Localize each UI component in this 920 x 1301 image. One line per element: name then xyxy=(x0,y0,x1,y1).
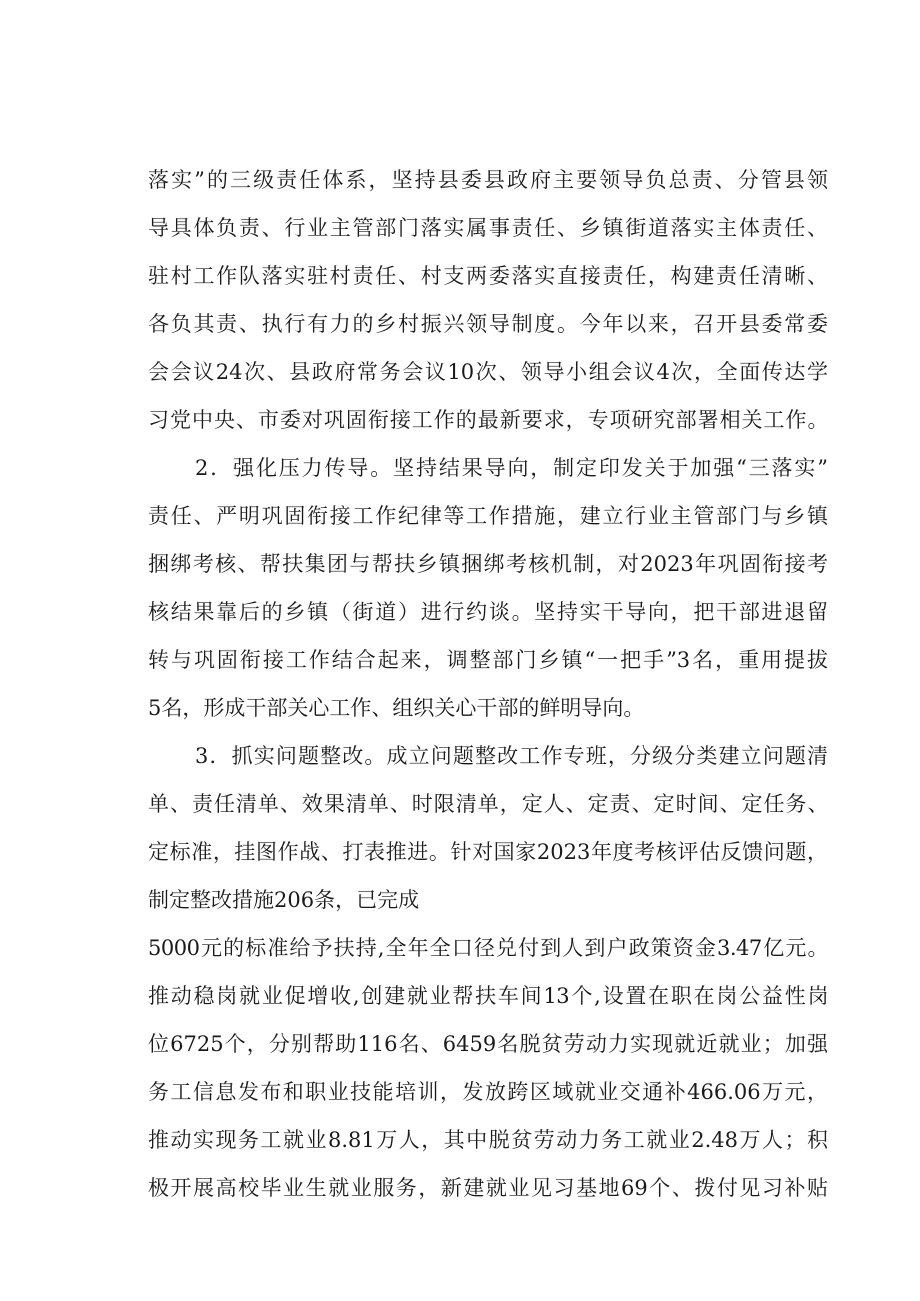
text-line: 5名，形成干部关心工作、组织关心干部的鲜明导向。 xyxy=(148,696,645,720)
text-line: 捆绑考核、帮扶集团与帮扶乡镇捆绑考核机制，对2023年巩固衔接考 xyxy=(148,552,828,576)
text-line: 导具体负责、行业主管部门落实属事责任、乡镇街道落实主体责任、 xyxy=(148,216,828,240)
text-line: 位6725个，分别帮助116名、6459名脱贫劳动力实现就近就业；加强 xyxy=(148,1032,828,1056)
text-line: 核结果靠后的乡镇（街道）进行约谈。坚持实干导向，把干部进退留 xyxy=(148,600,828,624)
text-line: 2．强化压力传导。坚持结果导向，制定印发关于加强“三落实” xyxy=(195,456,828,480)
text-line: 极开展高校毕业生就业服务，新建就业见习基地69个、拨付见习补贴 xyxy=(148,1176,828,1200)
text-line: 定标准，挂图作战、打表推进。针对国家2023年度考核评估反馈问题， xyxy=(148,840,828,864)
text-line: 3．抓实问题整改。成立问题整改工作专班，分级分类建立问题清 xyxy=(195,744,828,768)
text-line: 推动实现务工就业8.81万人，其中脱贫劳动力务工就业2.48万人；积 xyxy=(148,1128,828,1152)
text-line: 责任、严明巩固衔接工作纪律等工作措施，建立行业主管部门与乡镇 xyxy=(148,504,828,528)
text-line: 务工信息发布和职业技能培训，发放跨区域就业交通补466.06万元， xyxy=(148,1080,828,1104)
text-line: 转与巩固衔接工作结合起来，调整部门乡镇“一把手”3名，重用提拔 xyxy=(148,648,828,672)
text-line: 习党中央、市委对巩固衔接工作的最新要求，专项研究部署相关工作。 xyxy=(148,408,828,432)
text-line: 制定整改措施206条，已完成 xyxy=(148,888,420,912)
text-line: 5000元的标准给予扶持,全年全口径兑付到人到户政策资金3.47亿元。 xyxy=(148,936,828,960)
text-line: 单、责任清单、效果清单、时限清单，定人、定责、定时间、定任务、 xyxy=(148,792,828,816)
text-line: 落实”的三级责任体系，坚持县委县政府主要领导负总责、分管县领 xyxy=(148,168,828,192)
text-line: 各负其责、执行有力的乡村振兴领导制度。今年以来，召开县委常委 xyxy=(148,312,828,336)
text-line: 推动稳岗就业促增收,创建就业帮扶车间13个,设置在职在岗公益性岗 xyxy=(148,984,828,1008)
text-line: 驻村工作队落实驻村责任、村支两委落实直接责任，构建责任清晰、 xyxy=(148,264,828,288)
text-line: 会会议24次、县政府常务会议10次、领导小组会议4次，全面传达学 xyxy=(148,360,828,384)
